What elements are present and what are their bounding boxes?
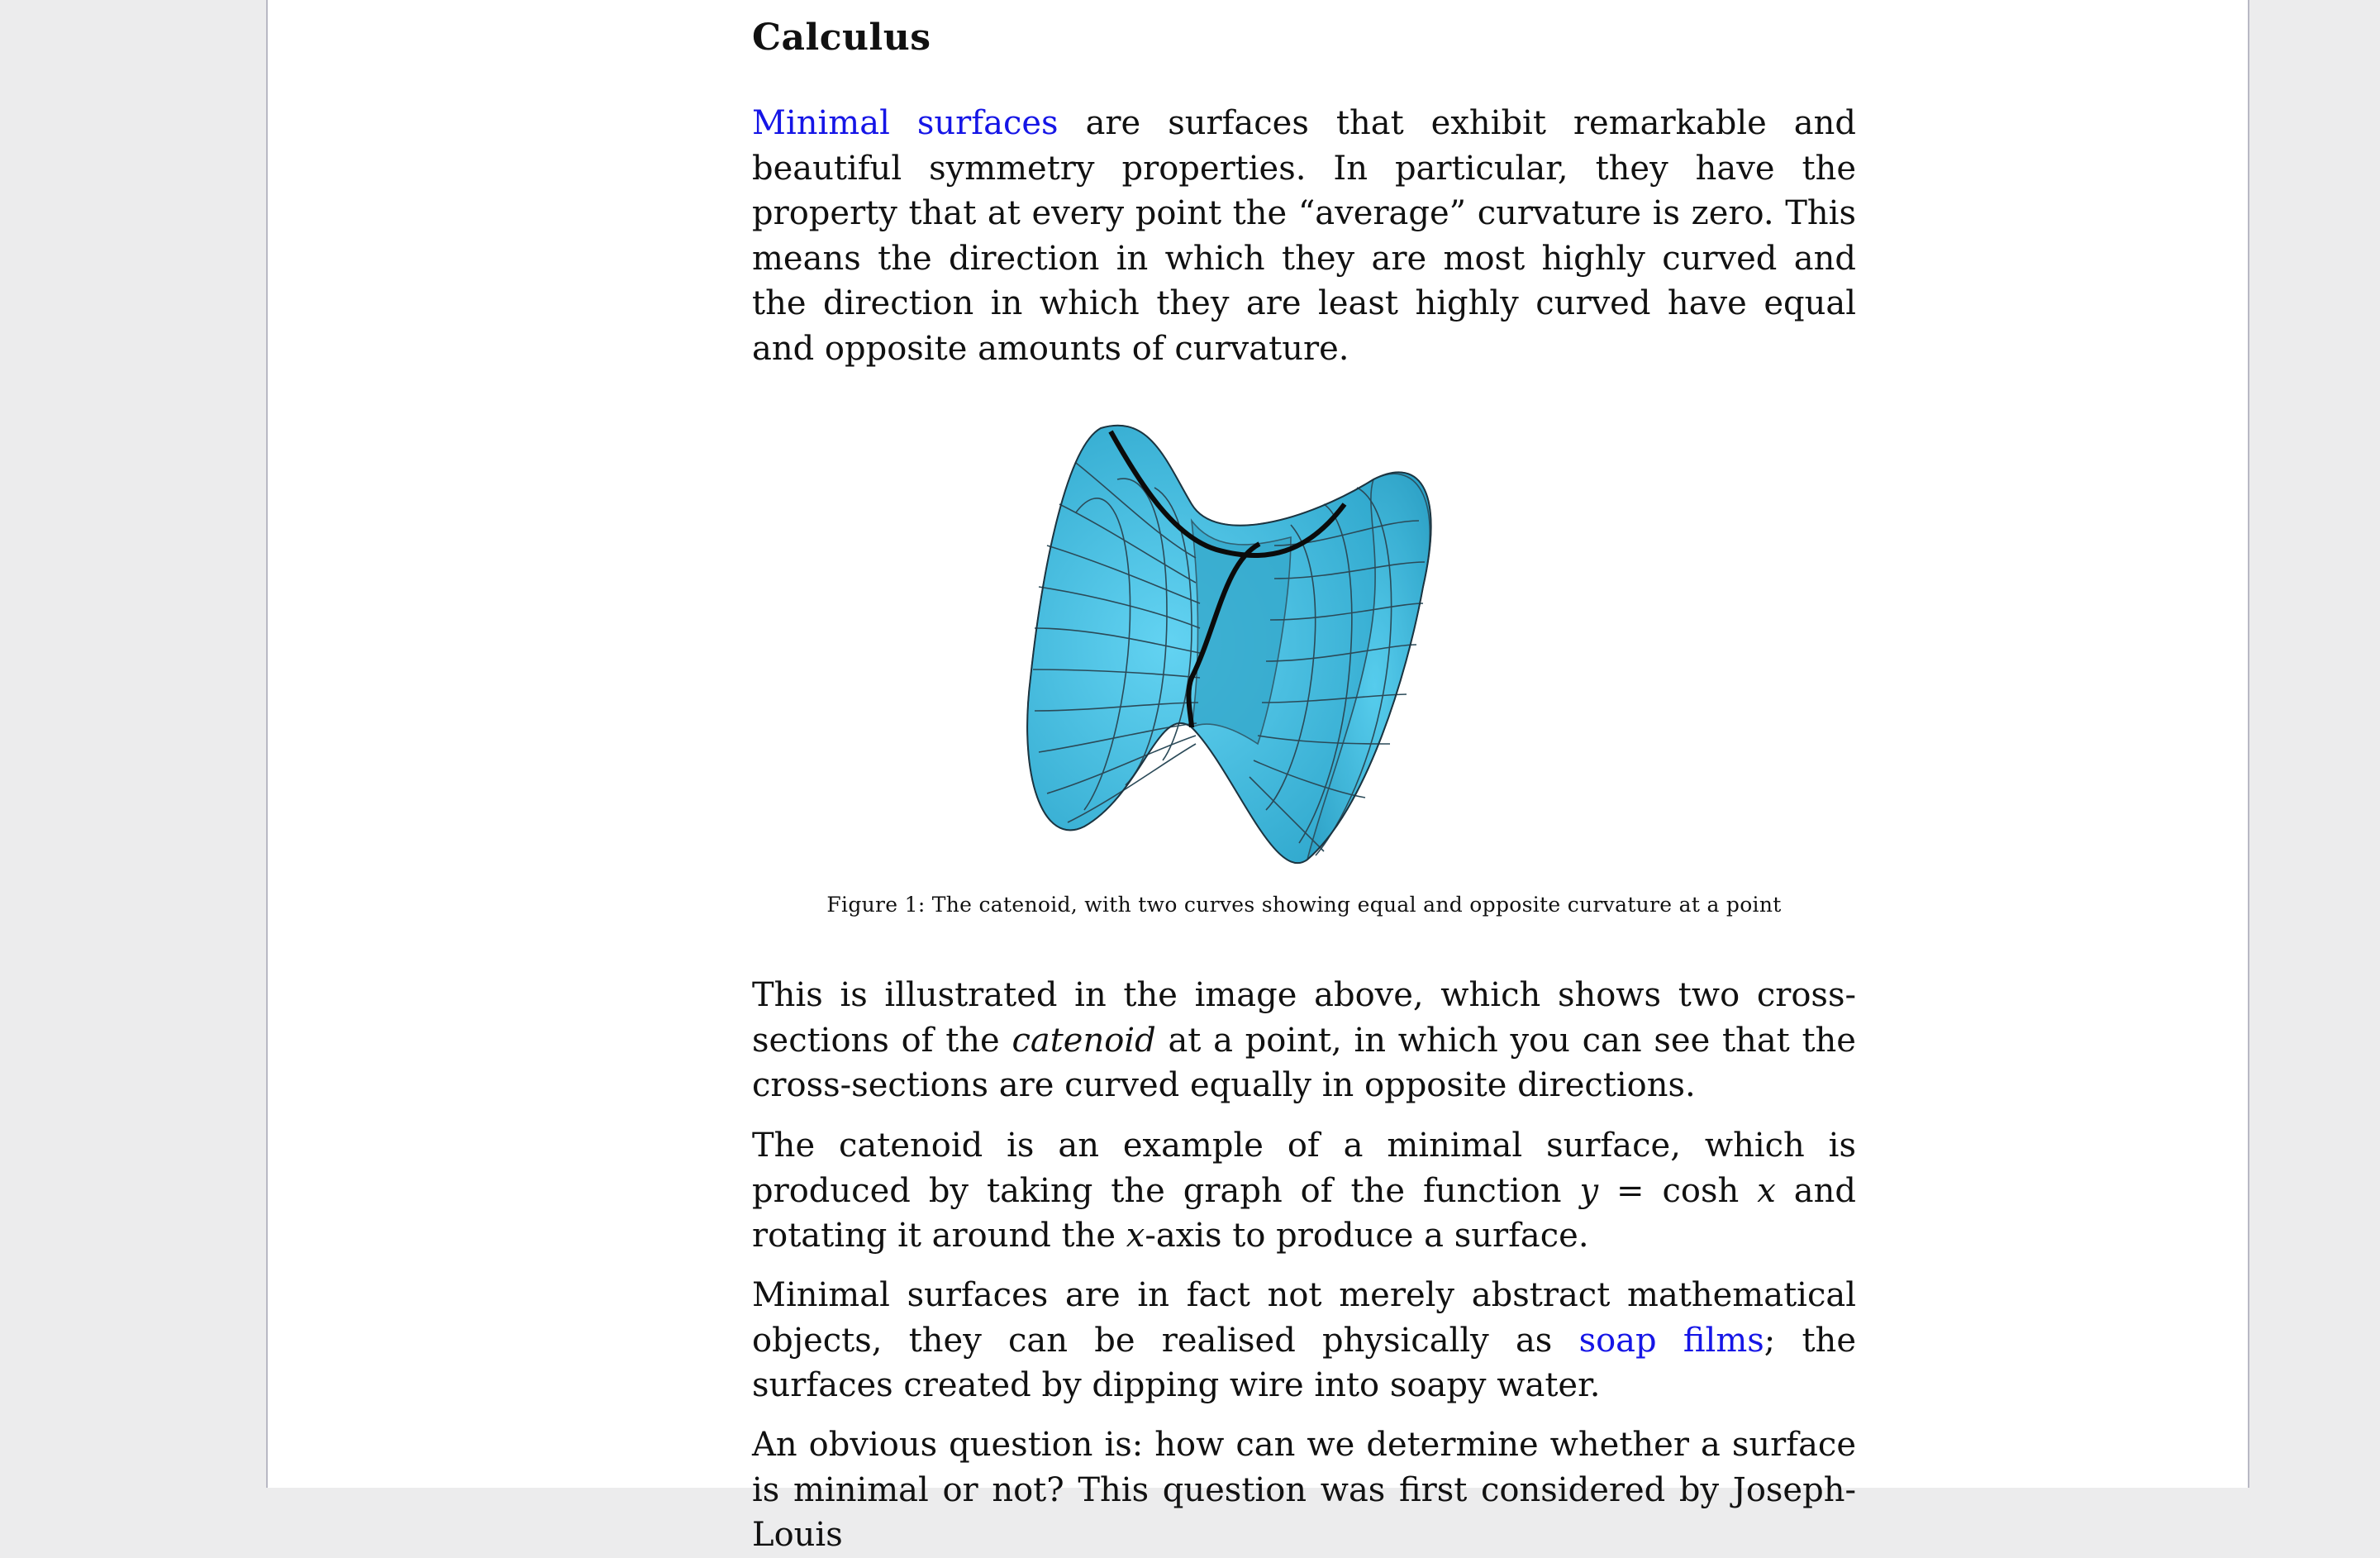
paragraph-catenoid-text-a: The catenoid is an example of a minimal surface, which is produced by taking the graph of the function <box>752 1127 1856 1210</box>
paragraph-illustration <box>752 973 1856 1108</box>
figure-caption: Figure 1: The catenoid, with two curves showing equal and opposite curvature at a point <box>826 893 1782 917</box>
math-equation: = cosh <box>1598 1171 1758 1210</box>
figure-catenoid <box>752 380 1856 876</box>
math-x: x <box>1757 1171 1776 1210</box>
paragraph-catenoid-text-c: -axis to produce a surface. <box>1145 1217 1589 1255</box>
math-x-axis: x <box>1126 1217 1145 1255</box>
paragraph-catenoid <box>752 1123 1856 1259</box>
paragraph-illustration-text-b: at a point, in which you can see that the cross-sections are curved equally in opposite directions. <box>752 1021 1856 1104</box>
paragraph-soap-films-text-a: Minimal surfaces are in fact not merely abstract mathematical objects, they can be realised physically as <box>752 1276 1856 1360</box>
paragraph-soap-films <box>752 1273 1856 1408</box>
paragraph-intro <box>752 101 1856 371</box>
soap-films-link[interactable]: soap films <box>1578 1321 1764 1360</box>
math-y: y <box>1579 1171 1599 1210</box>
paragraph-catenoid-text-b: and rotating it around the <box>752 1171 1856 1255</box>
catenoid-term: catenoid <box>1011 1021 1156 1060</box>
document-page <box>266 0 2249 1554</box>
catenoid-figure-icon <box>752 380 1856 876</box>
paragraph-soap-films-text-b: ; the surfaces created by dipping wire into soapy water. <box>752 1321 1856 1404</box>
paragraph-illustration-text-a: This is illustrated in the image above, which shows two cross-sections of the <box>752 976 1856 1060</box>
paragraph-question: An obvious question is: how can we determine whether a surface is minimal or not? This question was first considered by Joseph-Louis <box>752 1426 1856 1554</box>
section-heading: Calculus <box>752 17 931 59</box>
paragraph-intro-text: are surfaces that exhibit remarkable and beautiful symmetry properties. In particular, they have the property that at every point the “average” curvature is zero. This means the direction in which they are most highly curved and the direction in which they are least highly curved have equal and opposite amounts of curvature. <box>752 104 1857 368</box>
minimal-surfaces-link[interactable]: Minimal surfaces <box>752 104 1059 142</box>
